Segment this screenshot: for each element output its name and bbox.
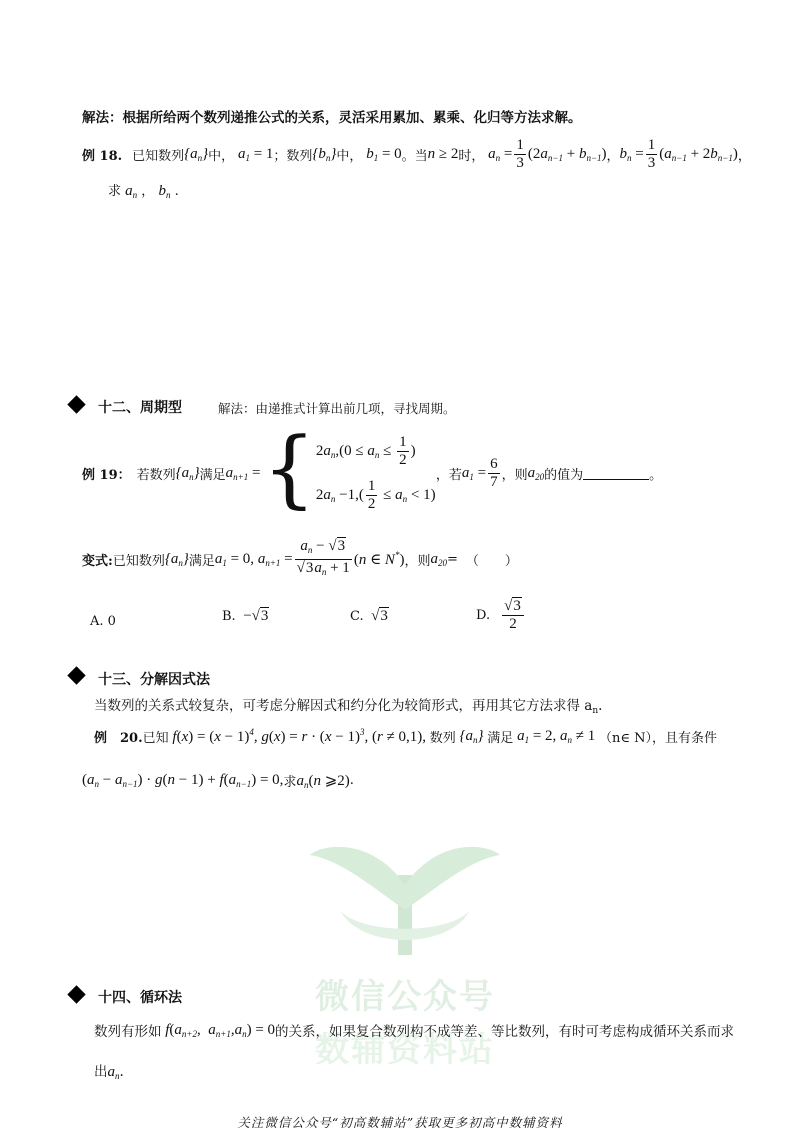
example-20-label: 例 20. (94, 730, 143, 746)
example-18: 例 18. 已知数列 $\{a_n\}$ 中， $a_1 = 1$ ；数列 $\{b_n\}$ 中， $b_1 = 0$ 。当 n ≥ 2 时， $a_n$ = $\frac{1}{3}$ $(2a_{n-1} + b_{n-1})$ ， $b_n$ = $\frac{1}{3}$ $(a_{n-1} + 2b_{n-1})$ ， (82, 136, 751, 171)
example-19-label: 例 19： (82, 467, 131, 483)
watermark (300, 815, 510, 1070)
example-20-condition: $(a_n - a_{n-1}) \cdot g(n - 1) + f(a_{n-1}) = 0$, 求 $a_n(n$ ⩾2) . (82, 771, 354, 790)
watermark-line1: 微信公众号 (315, 977, 495, 1017)
variant-label: 变式: (82, 553, 113, 569)
section-12-method: 解法：由递推式计算出前几项，寻找周期。 (218, 401, 456, 416)
footer-note: 关注微信公众号“初高数辅站”获取更多初高中数辅资料 (237, 1115, 563, 1130)
variant: 变式: 已知数列 $\{a_n\}$ 满足 $a_1 = 0$, $a_{n+1}$ = $\frac{a_n - √3}{√3a_n + 1}$ (n ∈ N*) ，则 $a_{20}$ = （ ） (82, 537, 518, 577)
answer-blank (583, 467, 649, 480)
section-12-bullet-icon (67, 395, 85, 413)
section-14-description-cont: 出$a_n$. (94, 1064, 124, 1081)
section-13-title: 十三、分解因式法 (98, 672, 210, 688)
option-b: B. −√3 (222, 608, 269, 624)
section-12-title: 十二、周期型 (98, 400, 182, 416)
option-a: A. 0 (90, 614, 116, 629)
intro-method: 解法：根据所给两个数列递推公式的关系，灵活采用累加、累乘、化归等方法求解。 (82, 110, 582, 126)
section-13-description: 当数列的关系式较复杂，可考虑分解因式和约分化为较简形式，再用其它方法求得 $a_n$. (94, 698, 603, 716)
option-d: D. $\frac{√3}{2}$ (476, 598, 526, 633)
section-13-bullet-icon (67, 666, 85, 684)
example-18-question: 求 $a_n$ ， $b_n$ . (108, 183, 179, 200)
section-14-description: 数列有形如 $f(a_{n+2}$, $a_{n+1},a_n) = 0$ 的关系，如果复合数列构不成等差、等比数列，有时可考虑构成循环关系而求 (94, 1021, 735, 1040)
watermark-line2: 数辅资料站 (315, 1030, 495, 1070)
example-20: 例 20. 已知 $f(x) = (x - 1)^4$, $g(x) = r \cdot (x - 1)^3$, (r ≠ 0,1), 数列 $\{a_n\}$ 满足 $a_1 = 2$, $a_n \ne 1$ （n∈ N），且有条件 (94, 726, 718, 746)
sprout-logo-icon (300, 815, 510, 965)
example-19: 例 19： 若数列 $\{a_n\}$ 满足 $a_{n+1}$ = { $2a_n,(0 \le a_n$ ≤ $\frac{1}{2}$ ) $2a_n -1$,( $\frac{1}{2}$ ≤ $a_n < 1$) ，若 $a_1$ = $\frac{6}{7}$ ，则 $a_{20}$ 的值为 。 (82, 419, 663, 517)
section-14-bullet-icon (67, 985, 85, 1003)
option-c: C. √3 (350, 608, 388, 624)
example-18-label: 例 18. (82, 148, 123, 164)
section-14-title: 十四、循环法 (98, 990, 182, 1006)
